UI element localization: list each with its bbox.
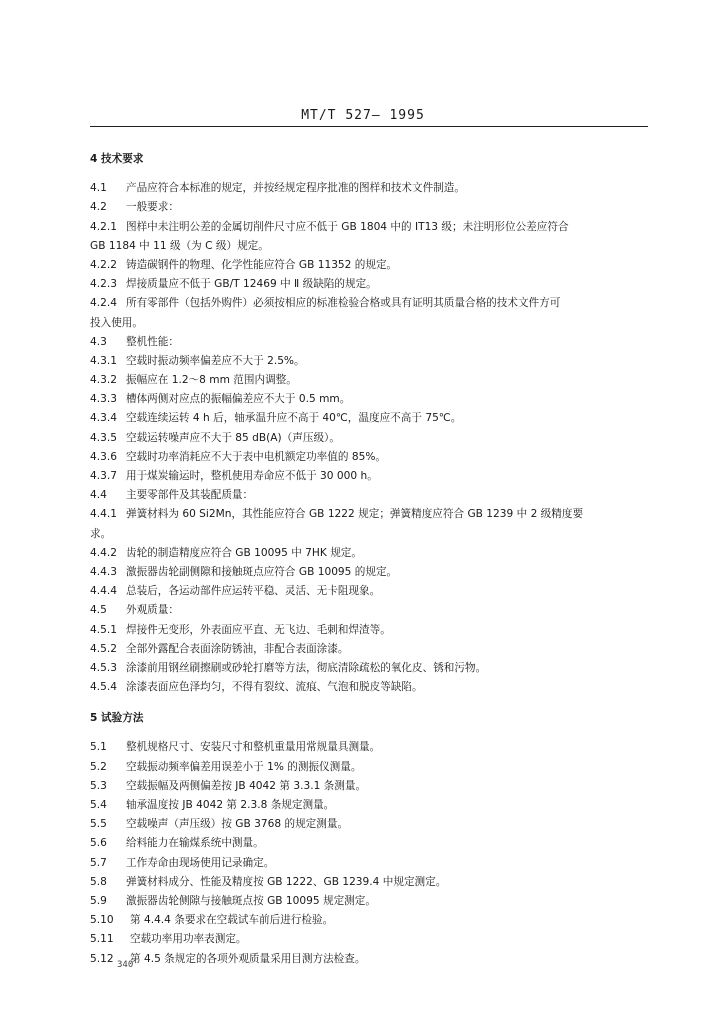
clause-number: 4.3.3	[90, 393, 117, 406]
clause-text: 整机性能：	[126, 335, 179, 348]
clause	[90, 582, 650, 601]
clause-text: 工作寿命由现场使用记录确定。	[126, 856, 275, 869]
clause	[90, 544, 650, 563]
clause-number: 4.5.1	[90, 623, 117, 636]
clause-number: 5.4	[90, 799, 107, 811]
clause	[90, 930, 650, 949]
clause-text: 槽体两侧对应点的振幅偏差应不大于 0.5 mm。	[126, 393, 351, 406]
clause-number: 4.2	[90, 201, 107, 214]
clause	[90, 505, 650, 524]
clause-text: 弹簧材料为 60 Si2Mn，其性能应符合 GB 1222 规定；弹簧精度应符合 GB 1239 中 2 级精度要	[126, 508, 584, 521]
clause-number: 4.5	[90, 604, 107, 617]
clause-text: 振幅应在 1.2～8 mm 范围内调整。	[126, 374, 297, 387]
clause-text: 给料能力在输煤系统中测量。	[126, 837, 264, 850]
clause-number: 4.2.3	[90, 278, 117, 291]
clause	[90, 294, 650, 313]
clause-text: 外观质量：	[126, 604, 179, 617]
clause-number: 4.3.5	[90, 431, 117, 444]
clause-number: 4.5.3	[90, 661, 117, 674]
clause-text: 空载振幅及两侧偏差按 JB 4042 第 3.3.1 条测量。	[126, 779, 367, 792]
clause-number: 4.4.3	[90, 565, 117, 578]
section-4-heading: 4 技术要求	[90, 153, 144, 165]
clause	[90, 448, 650, 467]
clause-text: 激振器齿轮侧隙与接触斑点按 GB 10095 规定测定。	[126, 894, 376, 907]
clause	[90, 892, 650, 911]
clause	[90, 563, 650, 582]
clause-text: 用于煤炭输运时，整机使用寿命应不低于 30 000 h。	[126, 470, 378, 482]
clause-number: 5.12	[90, 952, 114, 965]
clause-text: 铸造碳钢件的物理、化学性能应符合 GB 11352 的规定。	[126, 258, 398, 271]
clause-text: 齿轮的制造精度应符合 GB 10095 中 7HK 规定。	[126, 546, 362, 559]
clause-text: 焊接件无变形，外表面应平直、无飞边、毛刺和焊渣等。	[126, 623, 391, 636]
clause-text: 空载振动频率偏差用误差小于 1% 的测振仪测量。	[126, 760, 362, 773]
clause	[90, 758, 650, 777]
clause-text: 空载连续运转 4 h 后，轴承温升应不高于 40℃，温度应不高于 75℃。	[126, 412, 462, 425]
clause	[90, 777, 650, 796]
clause	[90, 659, 650, 678]
clause	[90, 834, 650, 853]
clause	[90, 275, 650, 294]
clause-text: 全部外露配合表面涂防锈油，非配合表面涂漆。	[126, 642, 349, 655]
clause	[90, 352, 650, 371]
clause-number: 4.3.4	[90, 412, 117, 425]
clause-number: 4.3	[90, 335, 107, 348]
clause	[90, 640, 650, 659]
clause	[90, 815, 650, 834]
clause	[90, 218, 650, 237]
clause-number: 4.5.4	[90, 681, 117, 694]
clause-text: 整机规格尺寸、安装尺寸和整机重量用常规量具测量。	[126, 741, 381, 754]
clause	[90, 738, 650, 757]
section-5-heading: 5 试验方法	[90, 712, 144, 725]
clause	[90, 911, 650, 930]
clause	[90, 950, 650, 969]
clause-number: 4.2.4	[90, 297, 117, 310]
clause-text: 空载时功率消耗应不大于表中电机额定功率值的 85%。	[126, 450, 386, 463]
clause-number: 4.2.2	[90, 258, 117, 271]
clause-number: 4.3.1	[90, 354, 117, 367]
clause-text: 图样中未注明公差的金属切削件尺寸应不低于 GB 1804 中的 IT13 级；未注明形位公差应符合	[126, 220, 569, 233]
clause-continuation: 求。	[90, 527, 112, 540]
clause	[90, 854, 650, 873]
clause-number: 4.5.2	[90, 642, 117, 655]
clause-number: 5.7	[90, 856, 107, 869]
clause-number: 4.4.2	[90, 546, 117, 559]
clause-number: 4.3.2	[90, 374, 117, 387]
clause-text: 一般要求：	[126, 201, 179, 214]
clause-continuation: 投入使用。	[90, 316, 143, 329]
clause-number: 4.4.1	[90, 508, 117, 521]
clause	[90, 390, 650, 409]
clause-text: 轴承温度按 JB 4042 第 2.3.8 条规定测量。	[126, 799, 335, 811]
clause	[90, 678, 650, 697]
clause	[90, 256, 650, 275]
clause-number: 4.3.6	[90, 450, 117, 463]
document-body	[90, 150, 650, 969]
clause-number: 5.1	[90, 741, 107, 754]
clause-number: 4.4.4	[90, 585, 117, 598]
clause-number: 5.9	[90, 894, 107, 907]
standard-code-header: MT/T 527— 1995	[301, 108, 425, 123]
clause-text: 空载功率用功率表测定。	[130, 933, 247, 946]
clause-text: 激振器齿轮副侧隙和接触斑点应符合 GB 10095 的规定。	[126, 565, 398, 578]
clause	[90, 409, 650, 428]
clause-text: 产品应符合本标准的规定，并按经规定程序批准的图样和技术文件制造。	[126, 182, 465, 195]
clause-text: 弹簧材料成分、性能及精度按 GB 1222、GB 1239.4 中规定测定。	[126, 875, 447, 888]
clause-number: 5.2	[90, 760, 107, 773]
clause	[90, 486, 650, 505]
clause-text: 所有零部件（包括外购件）必须按相应的标准检验合格或具有证明其质量合格的技术文件方可	[126, 297, 561, 310]
header-rule	[90, 126, 648, 127]
clause-number: 4.4	[90, 489, 107, 502]
clause	[90, 601, 650, 620]
clause-text: 焊接质量应不低于 GB/T 12469 中 Ⅱ 级缺陷的规定。	[126, 278, 377, 291]
clause-number: 5.3	[90, 779, 107, 792]
clause	[90, 429, 650, 448]
clause-number: 4.2.1	[90, 220, 117, 233]
clause	[90, 467, 650, 486]
clause-number: 5.10	[90, 914, 114, 927]
clause	[90, 621, 650, 640]
clause-number: 5.8	[90, 875, 107, 888]
clause-number: 4.3.7	[90, 470, 117, 482]
clause	[90, 873, 650, 892]
clause-text: 主要零部件及其装配质量：	[126, 489, 254, 502]
clause-text: 空载噪声（声压级）按 GB 3768 的规定测量。	[126, 818, 349, 831]
page-number: 340	[117, 960, 134, 970]
clause-number: 4.1	[90, 182, 107, 195]
clause-number: 5.11	[90, 933, 114, 946]
clause-text: 总装后，各运动部件应运转平稳、灵活、无卡阻现象。	[126, 585, 381, 598]
clause-text: 第 4.4.4 条要求在空载试车前后进行检验。	[130, 914, 334, 927]
clause-text: 第 4.5 条规定的各项外观质量采用目测方法检查。	[130, 952, 366, 965]
clause-continuation: GB 1184 中 11 级（为 C 级）规定。	[90, 239, 269, 252]
clause-text: 涂漆前用钢丝刷擦刷或砂轮打磨等方法，彻底清除疏松的氧化皮、锈和污物。	[126, 661, 487, 674]
clause	[90, 198, 650, 217]
clause-text: 涂漆表面应色泽均匀，不得有裂纹、流痕、气泡和脱皮等缺陷。	[126, 681, 423, 694]
clause	[90, 371, 650, 390]
clause-number: 5.6	[90, 837, 107, 850]
clause-text: 空载运转噪声应不大于 85 dB(A)（声压级）。	[126, 431, 340, 444]
clause-number: 5.5	[90, 818, 107, 831]
clause-text: 空载时振动频率偏差应不大于 2.5%。	[126, 354, 305, 367]
clause	[90, 796, 650, 815]
clause	[90, 333, 650, 352]
clause	[90, 179, 650, 198]
